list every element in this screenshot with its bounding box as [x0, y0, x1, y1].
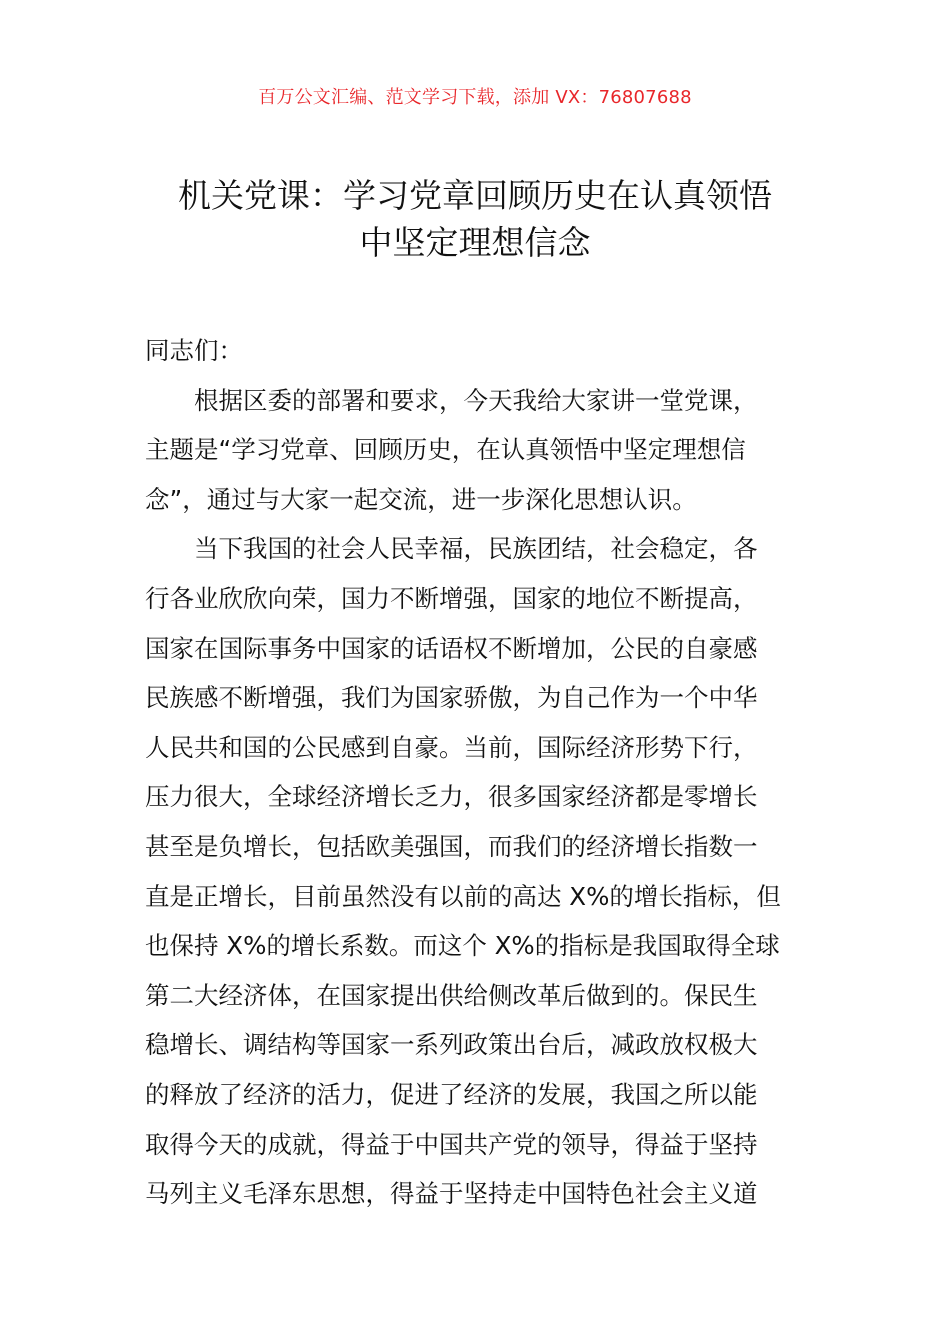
paragraph-1-line: 根据区委的部署和要求，今天我给大家讲一堂党课， [194, 385, 758, 415]
paragraph-2-line: 稳增长、调结构等国家一系列政策出台后，减政放权极大 [145, 1030, 758, 1060]
paragraph-2-line: 压力很大，全球经济增长乏力，很多国家经济都是零增长 [145, 782, 758, 812]
paragraph-2-line: 第二大经济体，在国家提出供给侧改革后做到的。保民生 [145, 980, 758, 1010]
title-line-2: 中坚定理想信念 [359, 223, 591, 262]
paragraph-2-line: 的释放了经济的活力，促进了经济的发展，我国之所以能 [145, 1079, 758, 1109]
paragraph-2-line: 行各业欣欣向荣，国力不断增强，国家的地位不断提高， [145, 583, 758, 613]
paragraph-1-line: 主题是“学习党章、回顾历史，在认真领悟中坚定理想信 [145, 435, 746, 465]
paragraph-2-line: 国家在国际事务中国家的话语权不断增加，公民的自豪感 [145, 633, 758, 663]
paragraph-2-line: 也保持 X%的增长系数。而这个 X%的指标是我国取得全球 [145, 931, 780, 961]
paragraph-2-line: 甚至是负增长，包括欧美强国，而我们的经济增长指数一 [145, 831, 758, 861]
paragraph-1-line: 念”，通过与大家一起交流，进一步深化思想认识。 [145, 484, 697, 514]
salutation: 同志们： [145, 336, 243, 365]
document-body [145, 326, 810, 1219]
paragraph-2-line: 民族感不断增强，我们为国家骄傲，为自己作为一个中华 [145, 683, 758, 713]
document-title [140, 172, 810, 266]
paragraph-2-line: 直是正增长，目前虽然没有以前的高达 X%的增长指标，但 [145, 881, 781, 911]
title-line-1: 机关党课：学习党章回顾历史在认真领悟 [178, 176, 772, 215]
header-watermark-note: 百万公文汇编、范文学习下载，添加 VX：76807688 [258, 87, 692, 108]
paragraph-2-line: 当下我国的社会人民幸福，民族团结，社会稳定，各 [194, 534, 758, 564]
paragraph-2-line: 马列主义毛泽东思想，得益于坚持走中国特色社会主义道 [145, 1179, 758, 1209]
paragraph-2-line: 人民共和国的公民感到自豪。当前，国际经济形势下行， [145, 732, 758, 762]
paragraph-2-line: 取得今天的成就，得益于中国共产党的领导，得益于坚持 [145, 1129, 758, 1159]
